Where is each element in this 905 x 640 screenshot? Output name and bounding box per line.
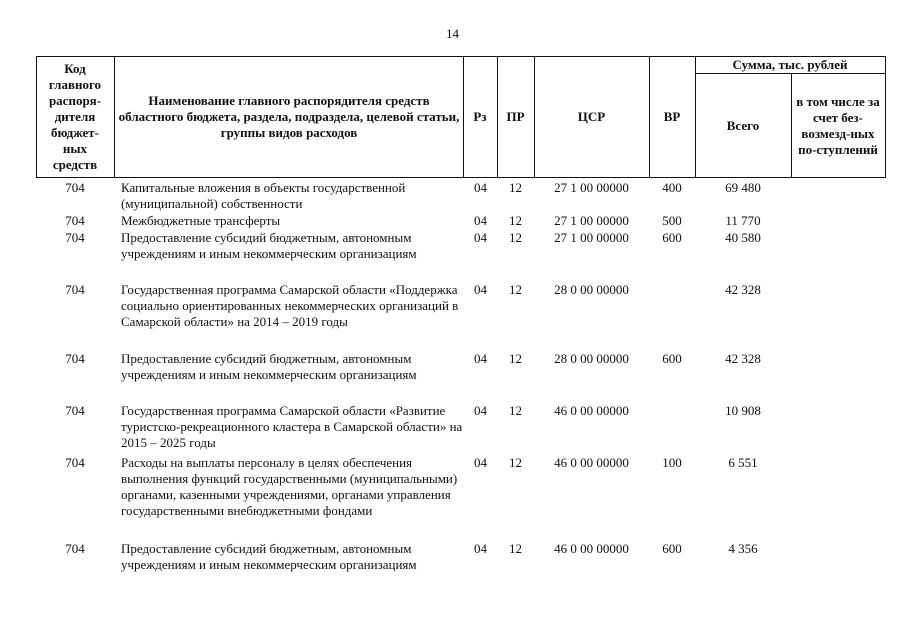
row-rz: 04 [474, 282, 487, 297]
row-pr: 12 [509, 282, 522, 297]
row-total: 69 480 [725, 180, 761, 195]
row-rz: 04 [474, 180, 487, 195]
header-rz: Рз [473, 109, 487, 124]
row-pr: 12 [509, 213, 522, 228]
row-rz: 04 [474, 541, 487, 556]
row-rz: 04 [474, 351, 487, 366]
row-name: Предоставление субсидий бюджетным, автономным учреждениям и иным некоммерческим организациям [121, 230, 417, 261]
row-vr: 600 [662, 351, 682, 366]
row-vr: 500 [662, 213, 682, 228]
row-pr: 12 [509, 230, 522, 245]
row-total: 10 908 [725, 403, 761, 418]
row-name: Капитальные вложения в объекты государственной (муниципальной) собственности [121, 180, 406, 211]
header-total: Всего [726, 117, 760, 133]
header-vr: ВР [663, 109, 681, 124]
row-rz: 04 [474, 230, 487, 245]
row-code: 704 [65, 455, 85, 470]
row-csr: 46 0 00 00000 [554, 541, 629, 556]
row-total: 11 770 [725, 213, 761, 228]
row-code: 704 [65, 282, 85, 297]
row-total: 6 551 [728, 455, 758, 470]
page-number: 14 [446, 26, 459, 41]
row-name: Предоставление субсидий бюджетным, автономным учреждениям и иным некоммерческим организациям [121, 351, 417, 382]
header-divider [885, 56, 886, 178]
header-name: Наименование главного распорядителя средств областного бюджета, раздела, подраздела, целевой статьи, группы видов расходов [118, 93, 460, 140]
row-code: 704 [65, 541, 85, 556]
header-pr: ПР [506, 109, 525, 124]
row-vr: 100 [662, 455, 682, 470]
row-name: Государственная программа Самарской области «Поддержка социально ориентированных некоммерческих организаций в Самарской области» на 2014 – 2019 годы [121, 282, 459, 329]
row-total: 40 580 [725, 230, 761, 245]
row-total: 42 328 [725, 282, 761, 297]
header-csr: ЦСР [577, 109, 606, 124]
header-divider [791, 73, 792, 178]
row-code: 704 [65, 213, 85, 228]
row-name: Государственная программа Самарской области «Развитие туристско-рекреационного кластера в Самарской области» на 2015 – 2025 годы [121, 403, 463, 450]
row-code: 704 [65, 180, 85, 195]
row-csr: 46 0 00 00000 [554, 403, 629, 418]
row-pr: 12 [509, 180, 522, 195]
header-divider [114, 56, 115, 178]
row-vr: 400 [662, 180, 682, 195]
row-csr: 27 1 00 00000 [554, 230, 629, 245]
header-sum: Сумма, тыс. рублей [732, 57, 848, 72]
row-code: 704 [65, 351, 85, 366]
header-gratuitous: в том числе за счет без-возмезд-ных по-ступлений [796, 93, 880, 157]
row-total: 4 356 [728, 541, 758, 556]
row-rz: 04 [474, 403, 487, 418]
row-name: Межбюджетные трансферты [121, 213, 281, 228]
row-vr: 600 [662, 541, 682, 556]
row-pr: 12 [509, 403, 522, 418]
header-divider [36, 56, 37, 178]
row-rz: 04 [474, 213, 487, 228]
row-total: 42 328 [725, 351, 761, 366]
row-name: Расходы на выплаты персоналу в целях обеспечения выполнения функций государственными (муниципальными) органами, казенными учреждениями, органами управления государственными внебюджетными фондами [121, 455, 458, 518]
row-pr: 12 [509, 541, 522, 556]
row-csr: 46 0 00 00000 [554, 455, 629, 470]
row-vr: 600 [662, 230, 682, 245]
row-csr: 28 0 00 00000 [554, 351, 629, 366]
row-rz: 04 [474, 455, 487, 470]
row-name: Предоставление субсидий бюджетным, автономным учреждениям и иным некоммерческим организациям [121, 541, 417, 572]
row-csr: 27 1 00 00000 [554, 213, 629, 228]
header-code: Код главного распоря-дителя бюджет-ных средств [48, 61, 102, 172]
header-bottom-border [36, 177, 885, 178]
row-code: 704 [65, 230, 85, 245]
row-csr: 27 1 00 00000 [554, 180, 629, 195]
row-csr: 28 0 00 00000 [554, 282, 629, 297]
row-code: 704 [65, 403, 85, 418]
row-pr: 12 [509, 455, 522, 470]
row-pr: 12 [509, 351, 522, 366]
